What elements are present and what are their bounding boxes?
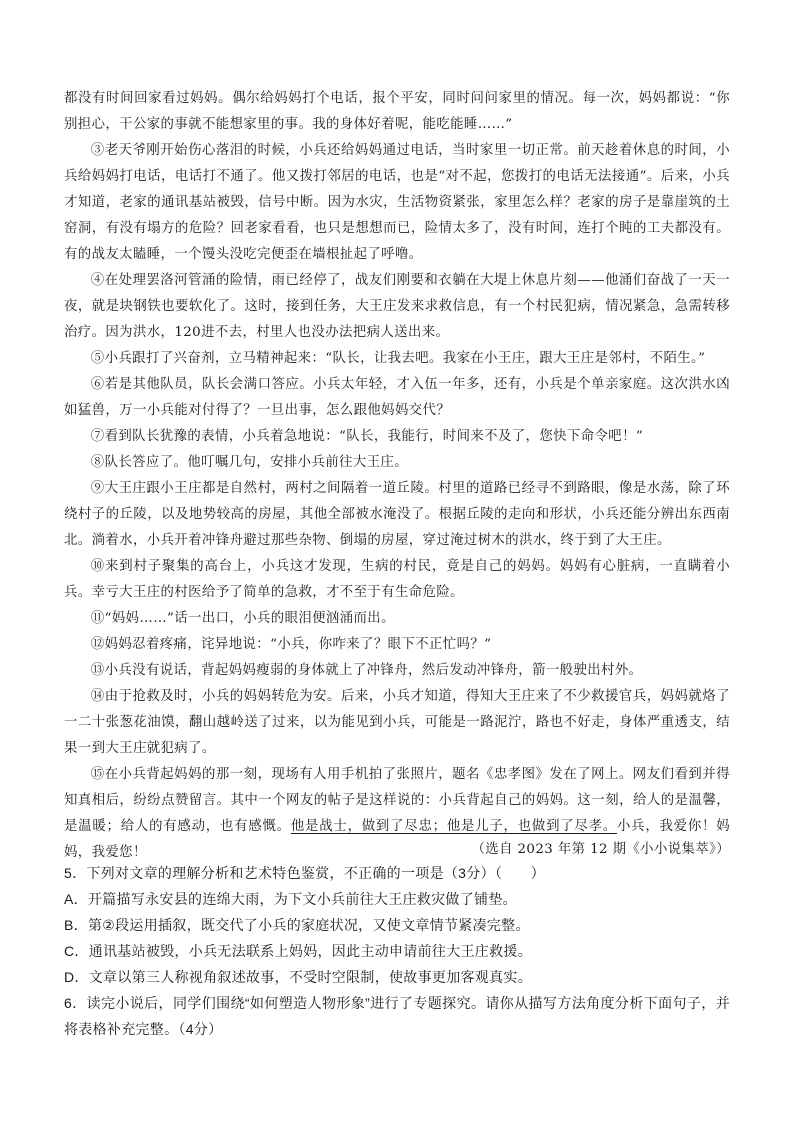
paragraph-2-continued: 都没有时间回家看过妈妈。偶尔给妈妈打个电话，报个平安，同时问问家里的情况。每一次，妈妈都说：“你别担心，干公家的事就不能想家里的事。我的身体好着呢，能吃能睡……” xyxy=(64,91,730,132)
paragraph-3: ③老天爷刚开始伤心落泪的时候，小兵还给妈妈通过电话，当时家里一切正常。前天趁着休息的时间，小兵给妈妈打电话，电话打不通了。他又拨打邻居的电话，也是“对不起，您拨打的电话无法接通”。后来，小兵才知道，老家的通讯基站被毁，信号中断。因为水灾，生活物资紧张，家里怎么样？老家的房子是靠崖筑的土窑洞，有没有塌方的危险？回老家看看，也只是想想而已，险情太多了，没有时间，连打个盹的工夫都没有。有的战友太瞌睡，一个馒头没吃完便歪在墙根扯起了呼噜。 xyxy=(64,143,730,262)
paragraph-15-ending: 小兵，我爱你！妈妈，我爱您！ xyxy=(64,819,731,860)
story-passage xyxy=(64,86,730,866)
paragraph-5: ⑤小兵跟打了兴奋剂，立马精神起来：“队长，让我去吧。我家在小王庄，跟大王庄是邻村，不陌生。” xyxy=(90,351,706,366)
paragraph-10: ⑩来到村子聚集的高台上，小兵这才发现，生病的村民，竟是自己的妈妈。妈妈有心脏病，一直瞒着小兵。幸亏大王庄的村医给予了简单的急救，才不至于有生命危险。 xyxy=(64,559,730,600)
question-5: 5．下列对文章的理解分析和艺术特色鉴赏，不正确的一项是（3分）（ ） xyxy=(64,865,546,881)
paragraph-11: ⑪“妈妈……”话一出口，小兵的眼泪便汹涌而出。 xyxy=(90,611,395,626)
option-d: D．文章以第三人称视角叙述故事，不受时空限制，使故事更加客观真实。 xyxy=(64,969,533,985)
paragraph-14: ⑭由于抢救及时，小兵的妈妈转危为安。后来，小兵才知道，得知大王庄来了不少救援官兵，妈妈就烙了一二十张葱花油馍，翻山越岭送了过来，以为能见到小兵，可能是一路泥泞，路也不好走，身体严重透支，结果一到大王庄就犯病了。 xyxy=(64,689,730,756)
question-6: 6．读完小说后，同学们围绕“如何塑造人物形象”进行了专题探究。请你从描写方法角度分析下面句子，并将表格补充完整。（4分） xyxy=(64,995,730,1037)
paragraph-7: ⑦看到队长犹豫的表情，小兵着急地说：“队长，我能行，时间来不及了，您快下命令吧！” xyxy=(90,429,644,444)
paragraph-12: ⑫妈妈忍着疼痛，诧异地说：“小兵，你咋来了？眼下不正忙吗？” xyxy=(90,637,492,652)
paragraph-9: ⑨大王庄跟小王庄都是自然村，两村之间隔着一道丘陵。村里的道路已经寻不到路眼，像是水荡，除了环绕村子的丘陵，以及地势较高的房屋，其他全部被水淹没了。根据丘陵的走向和形状，小兵还能分辨出东西南北。淌着水，小兵开着冲锋舟避过那些杂物、倒塌的房屋，穿过淹过树木的洪水，终于到了大王庄。 xyxy=(64,481,730,548)
underlined-sentence: 他是战士，做到了尽忠；他是儿子，也做到了尽孝。 xyxy=(290,819,617,834)
option-a: A．开篇描写永安县的连绵大雨，为下文小兵前往大王庄救灾做了铺垫。 xyxy=(64,891,517,907)
question-section xyxy=(64,860,730,1042)
paragraph-8: ⑧队长答应了。他叮嘱几句，安排小兵前往大王庄。 xyxy=(90,455,408,470)
paragraph-6: ⑥若是其他队员，队长会满口答应。小兵太年轻，才入伍一年多，还有，小兵是个单亲家庭。这次洪水凶如猛兽，万一小兵能对付得了？一旦出事，怎么跟他妈妈交代？ xyxy=(64,377,730,418)
paragraph-15-text: ⑮在小兵背起妈妈的那一刻，现场有人用手机拍了张照片，题名《忠孝图》发在了网上。网友们看到并得知真相后，纷纷点赞留言。其中一个网友的帖子是这样说的：小兵背起自己的妈妈。这一刻，给人的是温馨，是温暖；给人的有感动，也有感慨。 xyxy=(64,767,730,834)
paragraph-13: ⑬小兵没有说话，背起妈妈瘦弱的身体就上了冲锋舟，然后发动冲锋舟，箭一般驶出村外。 xyxy=(90,663,643,678)
option-c: C．通讯基站被毁，小兵无法联系上妈妈，因此主动申请前往大王庄救援。 xyxy=(64,943,533,959)
paragraph-4: ④在处理罢洛河管涌的险情，雨已经停了，战友们刚要和衣躺在大堤上休息片刻——他涌们奋战了一天一夜，就是块钢铁也要软化了。这时，接到任务，大王庄发来求救信息，有一个村民犯病，情况紧急，急需转移治疗。因为洪水，120进不去，村里人也没办法把病人送出来。 xyxy=(64,273,730,340)
source-citation: （选自 2023 年第 12 期《小小说集萃》） xyxy=(471,842,730,857)
option-b: B．第②段运用插叙，既交代了小兵的家庭状况，又使文章情节紧凑完整。 xyxy=(64,917,530,933)
